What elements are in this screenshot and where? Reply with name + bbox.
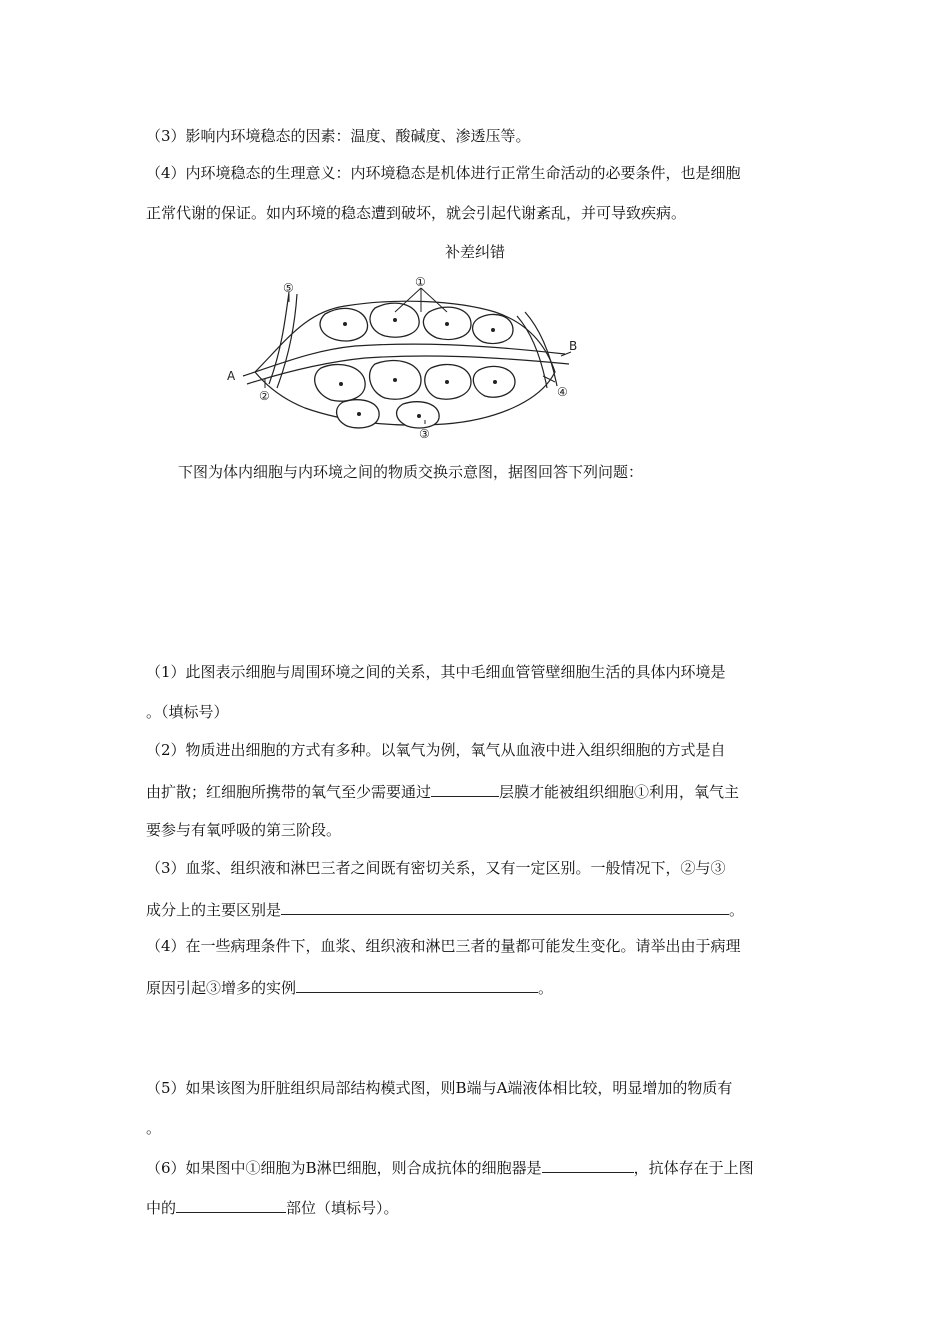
q1-line1: （1）此图表示细胞与周围环境之间的关系，其中毛细血管管壁细胞生活的具体内环境是 [146, 663, 726, 681]
q3-line1: （3）血浆、组织液和淋巴三者之间既有密切关系，又有一定区别。一般情况下，②与③ [146, 859, 726, 877]
q6-line2 [146, 1196, 399, 1218]
q4-line2 [146, 976, 553, 998]
q4-line1: （4）在一些病理条件下，血浆、组织液和淋巴三者的量都可能发生变化。请举出由于病理 [146, 937, 741, 955]
intro-p4-line1: （4）内环境稳态的生理意义：内环境稳态是机体进行正常生命活动的必要条件，也是细胞 [146, 164, 741, 182]
q5-line1: （5）如果该图为肝脏组织局部结构模式图，则B端与A端液体相比较，明显增加的物质有 [146, 1079, 733, 1097]
tissue-diagram [225, 272, 585, 440]
q2-line1: （2）物质进出细胞的方式有多种。以氧气为例，氧气从血液中进入组织细胞的方式是自 [146, 741, 726, 759]
label-a: A [227, 369, 236, 383]
q2-line3: 要参与有氧呼吸的第三阶段。 [146, 821, 342, 839]
lymph-vessel [269, 292, 289, 384]
intro-p3: （3）影响内环境稳态的因素：温度、酸碱度、渗透压等。 [146, 127, 531, 145]
q6-location-blank[interactable] [176, 1196, 286, 1213]
q6-line1-text-b: ，抗体存在于上图 [633, 1159, 754, 1177]
label-4: ④ [557, 385, 568, 399]
label-b: B [569, 339, 578, 353]
q3-line2-text-a: 成分上的主要区别是 [146, 901, 282, 919]
q6-line1 [146, 1156, 754, 1178]
q3-answer-blank[interactable] [281, 898, 729, 915]
q2-line2 [146, 780, 739, 802]
q3-line2-text-b: 。 [729, 901, 745, 919]
q4-line2-text-a: 原因引起③增多的实例 [146, 979, 297, 997]
q6-line1-text-a: （6）如果图中①细胞为B淋巴细胞，则合成抗体的细胞器是 [146, 1159, 542, 1177]
q3-line2 [146, 898, 744, 920]
q4-answer-blank[interactable] [296, 976, 538, 993]
q2-answer-blank[interactable] [431, 780, 499, 797]
question-intro: 下图为体内细胞与内环境之间的物质交换示意图，据图回答下列问题： [178, 463, 644, 481]
label-2: ② [259, 389, 270, 403]
q4-line2-text-b: 。 [538, 979, 554, 997]
q1-line2: 。（填标号） [146, 703, 229, 721]
q6-line2-text-a: 中的 [146, 1199, 177, 1217]
q6-line2-text-b: 部位（填标号）。 [286, 1199, 399, 1217]
section-title: 补差纠错 [444, 243, 505, 261]
q2-line2-text-a: 由扩散；红细胞所携带的氧气至少需要通过 [146, 783, 432, 801]
q5-line2: 。 [146, 1119, 162, 1137]
intro-p4-line2: 正常代谢的保证。如内环境的稳态遭到破坏，就会引起代谢紊乱，并可导致疾病。 [146, 204, 687, 222]
label-5: ⑤ [283, 281, 294, 295]
q2-line2-text-b: 层膜才能被组织细胞①利用，氧气主 [499, 783, 740, 801]
label-1: ① [415, 275, 426, 289]
q6-organelle-blank[interactable] [542, 1156, 634, 1173]
label-3: ③ [419, 427, 430, 440]
